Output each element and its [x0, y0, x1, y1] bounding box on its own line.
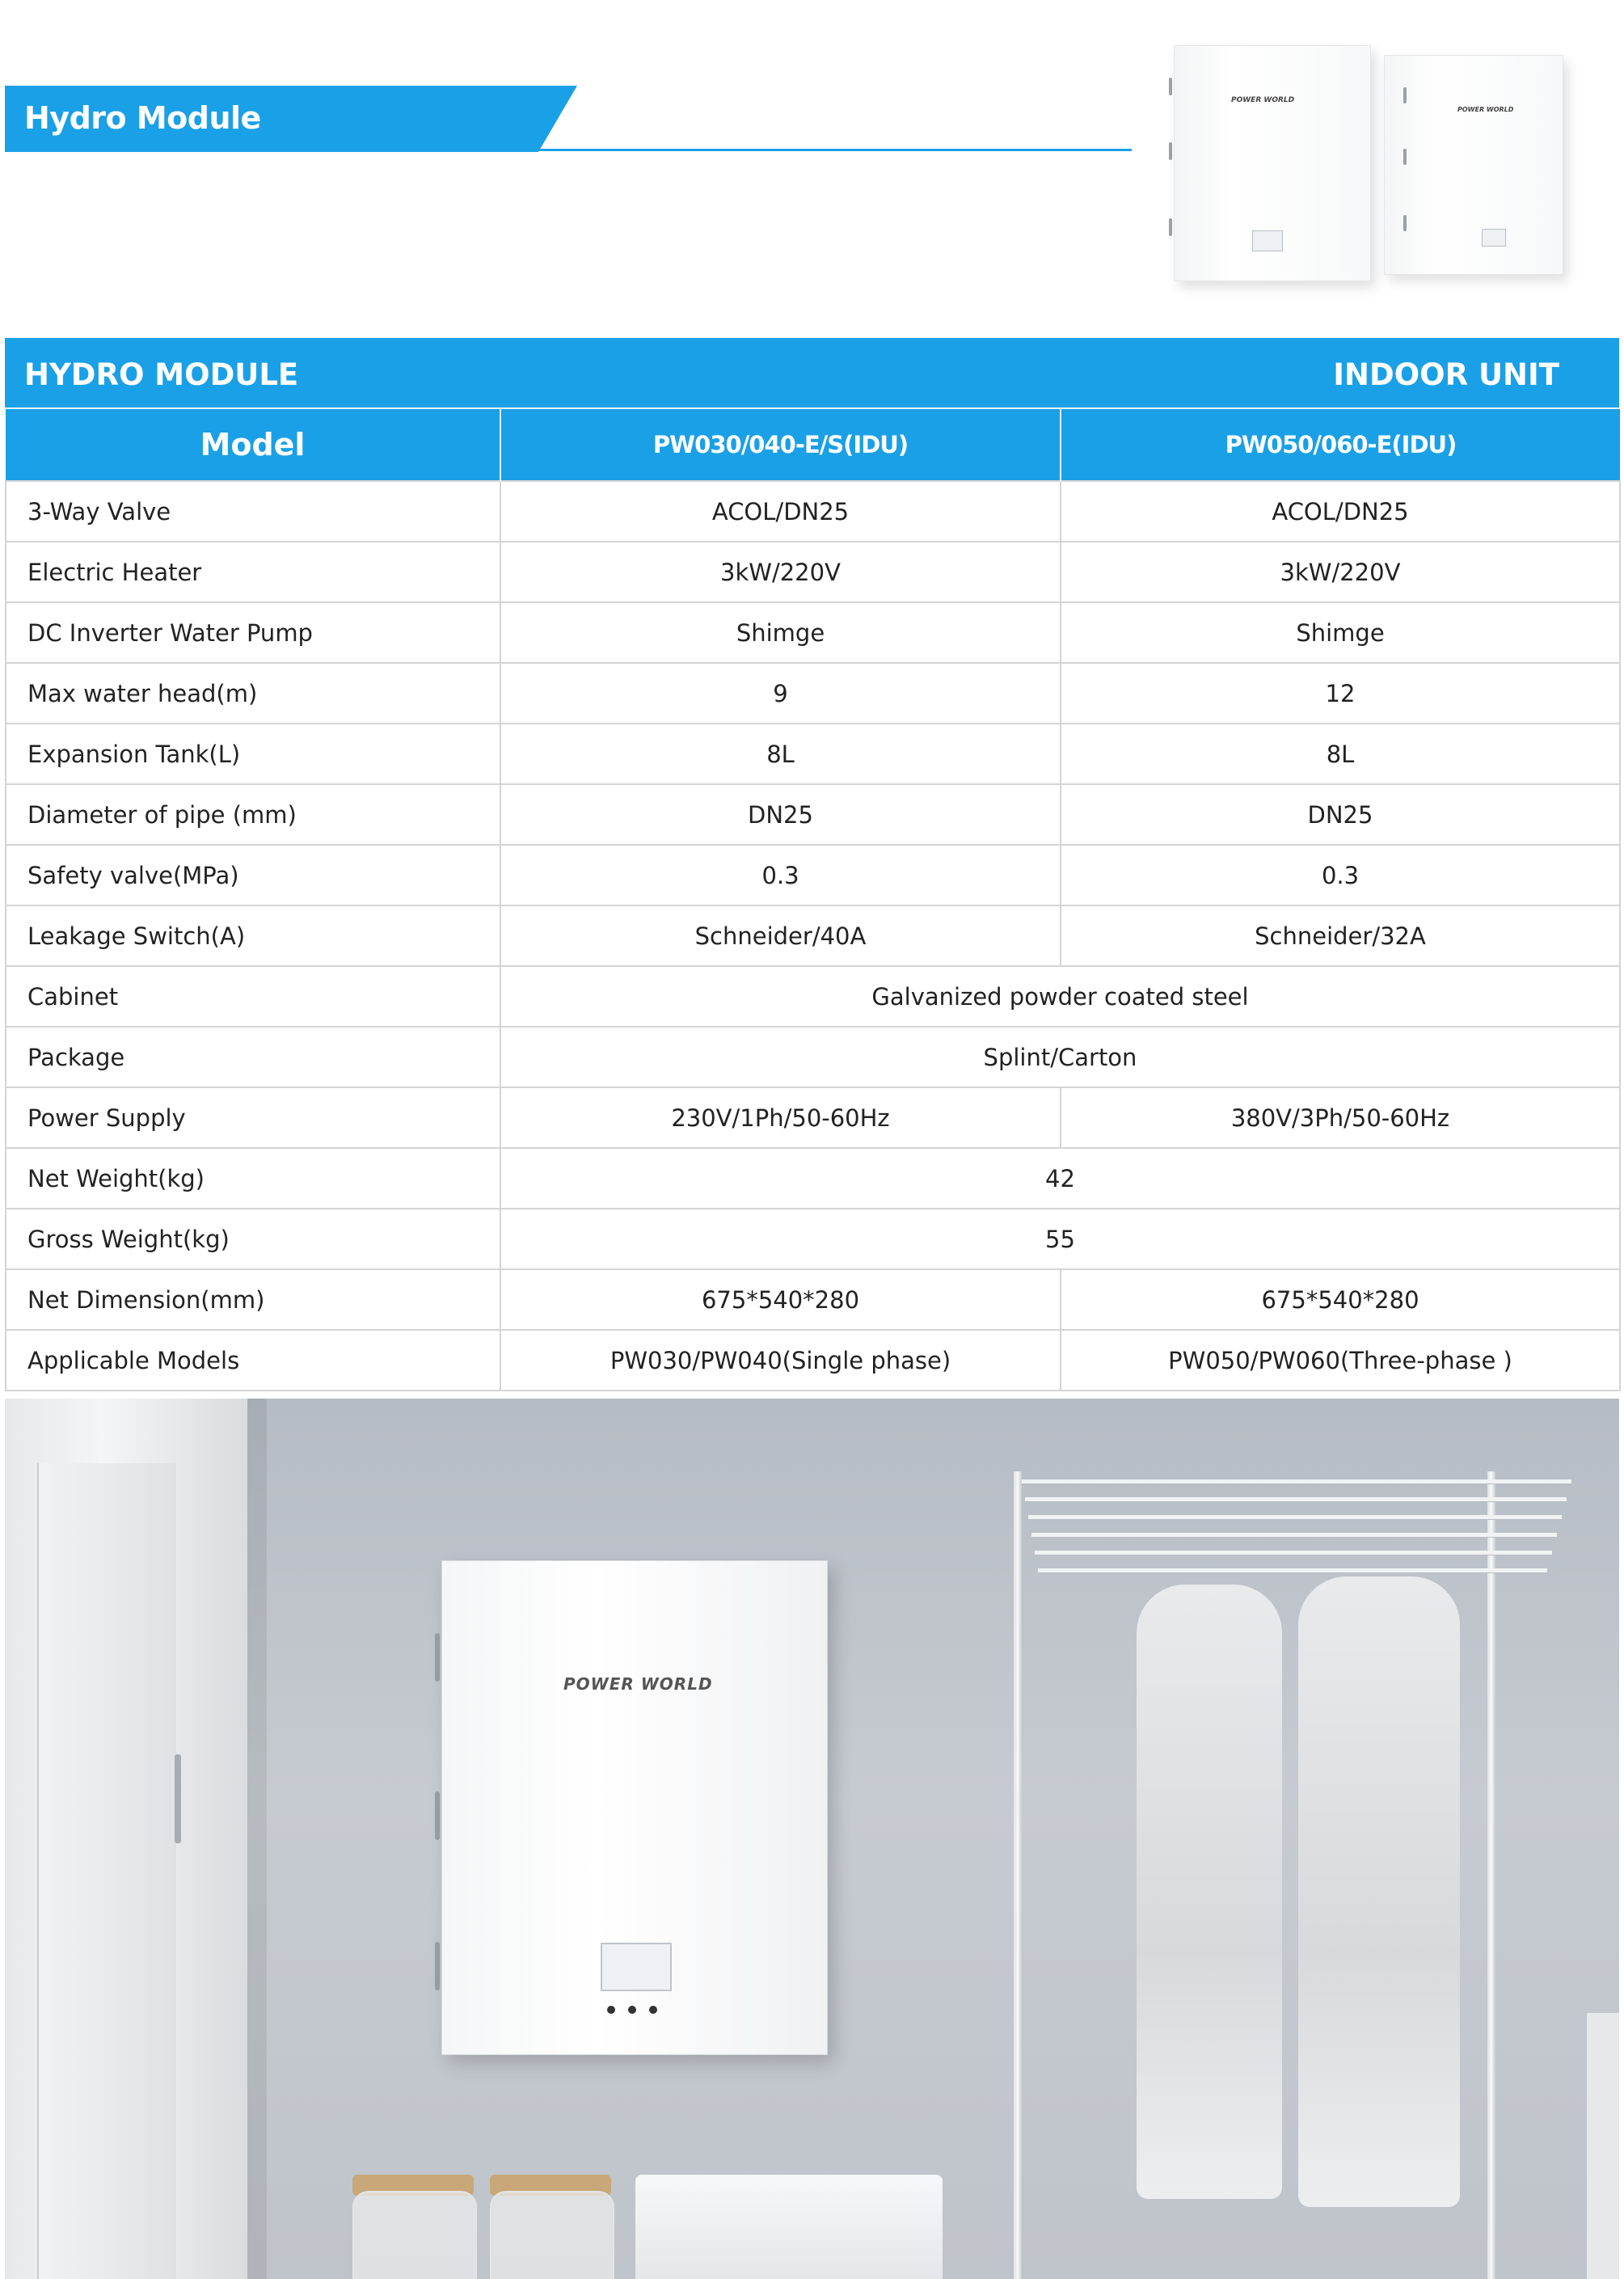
hinge: [435, 1792, 440, 1840]
table-row: [6, 905, 1620, 966]
row-value: 3kW/220V: [1061, 542, 1620, 602]
row-label: Cabinet: [6, 966, 500, 1027]
table-row: [6, 663, 1620, 724]
banner-title: Hydro Module: [24, 100, 261, 136]
product-unit-angled: [1384, 55, 1563, 275]
glass-jar: [352, 2191, 477, 2279]
room-photo: [5, 1399, 1619, 2279]
row-label: 3-Way Valve: [6, 481, 500, 542]
model-name: PW050/060-E(IDU): [1061, 408, 1620, 481]
rack-bar: [1038, 1568, 1547, 1573]
wall-unit-display: [601, 1943, 672, 1991]
row-value: 3kW/220V: [500, 542, 1061, 602]
row-value: 230V/1Ph/50-60Hz: [500, 1087, 1061, 1148]
table-row: [6, 542, 1620, 602]
table-row: [6, 1269, 1620, 1330]
row-value: 9: [500, 663, 1061, 724]
row-value: 380V/3Ph/50-60Hz: [1061, 1087, 1620, 1148]
table-row: [6, 966, 1620, 1027]
row-label: Leakage Switch(A): [6, 905, 500, 966]
row-label: Max water head(m): [6, 663, 500, 724]
row-label: Power Supply: [6, 1087, 500, 1148]
wall-unit-buttons: [601, 2002, 669, 2026]
row-value: 0.3: [1061, 845, 1620, 905]
model-row: [6, 408, 1620, 481]
row-value: 8L: [1061, 724, 1620, 784]
hinge: [1169, 78, 1172, 95]
product-picture: [1158, 32, 1578, 287]
cabinet-edge: [1587, 2013, 1619, 2279]
row-label: Electric Heater: [6, 542, 500, 602]
table-row: [6, 481, 1620, 542]
row-label: Safety valve(MPa): [6, 845, 500, 905]
row-value: PW050/PW060(Three-phase ): [1061, 1330, 1620, 1391]
product-unit-angled-display: [1482, 229, 1506, 247]
rack-bar: [1031, 1533, 1557, 1538]
row-value: 0.3: [500, 845, 1061, 905]
door-handle: [175, 1754, 181, 1843]
spec-header-left: HYDRO MODULE: [24, 357, 299, 392]
row-value-merged: Splint/Carton: [500, 1027, 1620, 1087]
table-row: [6, 784, 1620, 845]
row-value: ACOL/DN25: [500, 481, 1061, 542]
table-row: [6, 724, 1620, 784]
section-banner: [5, 86, 577, 152]
rack-bar: [1035, 1551, 1552, 1555]
row-value-merged: 55: [500, 1209, 1620, 1269]
wall-shadow: [247, 1399, 267, 2279]
hinge: [1403, 87, 1407, 103]
spec-table-container: [5, 338, 1619, 1391]
door: [37, 1463, 176, 2279]
row-label: Package: [6, 1027, 500, 1087]
rack-post: [1487, 1471, 1495, 2279]
wall-mounted-unit: [441, 1560, 828, 2055]
row-label: DC Inverter Water Pump: [6, 602, 500, 663]
row-value: 675*540*280: [500, 1269, 1061, 1330]
product-unit-front: [1174, 45, 1371, 281]
row-value: ACOL/DN25: [1061, 481, 1620, 542]
table-row: [6, 1087, 1620, 1148]
spec-header-right: INDOOR UNIT: [1333, 357, 1559, 392]
hanging-shirt: [1137, 1585, 1282, 2199]
product-unit-front-logo: POWER WORLD: [1231, 96, 1295, 104]
hinge: [1403, 215, 1407, 231]
sink: [635, 2175, 943, 2279]
table-row: [6, 602, 1620, 663]
model-label: Model: [6, 408, 500, 481]
rack-bar: [1028, 1515, 1562, 1520]
table-row: [6, 1027, 1620, 1087]
row-label: Expansion Tank(L): [6, 724, 500, 784]
table-row: [6, 1209, 1620, 1269]
row-label: Net Dimension(mm): [6, 1269, 500, 1330]
rack-bar: [1022, 1479, 1571, 1484]
hanging-shirt: [1298, 1576, 1460, 2207]
model-name: PW030/040-E/S(IDU): [500, 408, 1061, 481]
table-row: [6, 1148, 1620, 1209]
hinge: [435, 1942, 440, 1990]
hinge: [1169, 142, 1172, 160]
row-value: Shimge: [500, 602, 1061, 663]
product-unit-front-display: [1252, 230, 1283, 251]
row-value: 12: [1061, 663, 1620, 724]
row-value-merged: Galvanized powder coated steel: [500, 966, 1620, 1027]
spec-table: [5, 407, 1621, 1391]
wall-unit-logo: POWER WORLD: [563, 1674, 713, 1694]
hinge: [1403, 149, 1407, 165]
table-row: [6, 1330, 1620, 1391]
row-value-merged: 42: [500, 1148, 1620, 1209]
row-label: Net Weight(kg): [6, 1148, 500, 1209]
row-value: DN25: [1061, 784, 1620, 845]
banner-underline: [534, 149, 1132, 151]
row-value: Shimge: [1061, 602, 1620, 663]
hinge: [1169, 218, 1172, 236]
spec-table-header: [5, 338, 1619, 407]
rack-bar: [1025, 1497, 1567, 1502]
row-value: Schneider/40A: [500, 905, 1061, 966]
product-unit-angled-logo: POWER WORLD: [1457, 106, 1514, 113]
hinge: [435, 1633, 440, 1682]
row-value: 675*540*280: [1061, 1269, 1620, 1330]
row-value: 8L: [500, 724, 1061, 784]
table-row: [6, 845, 1620, 905]
rack-post: [1014, 1471, 1022, 2279]
row-value: PW030/PW040(Single phase): [500, 1330, 1061, 1391]
row-value: DN25: [500, 784, 1061, 845]
row-label: Applicable Models: [6, 1330, 500, 1391]
row-value: Schneider/32A: [1061, 905, 1620, 966]
glass-jar: [490, 2191, 614, 2279]
row-label: Diameter of pipe (mm): [6, 784, 500, 845]
row-label: Gross Weight(kg): [6, 1209, 500, 1269]
